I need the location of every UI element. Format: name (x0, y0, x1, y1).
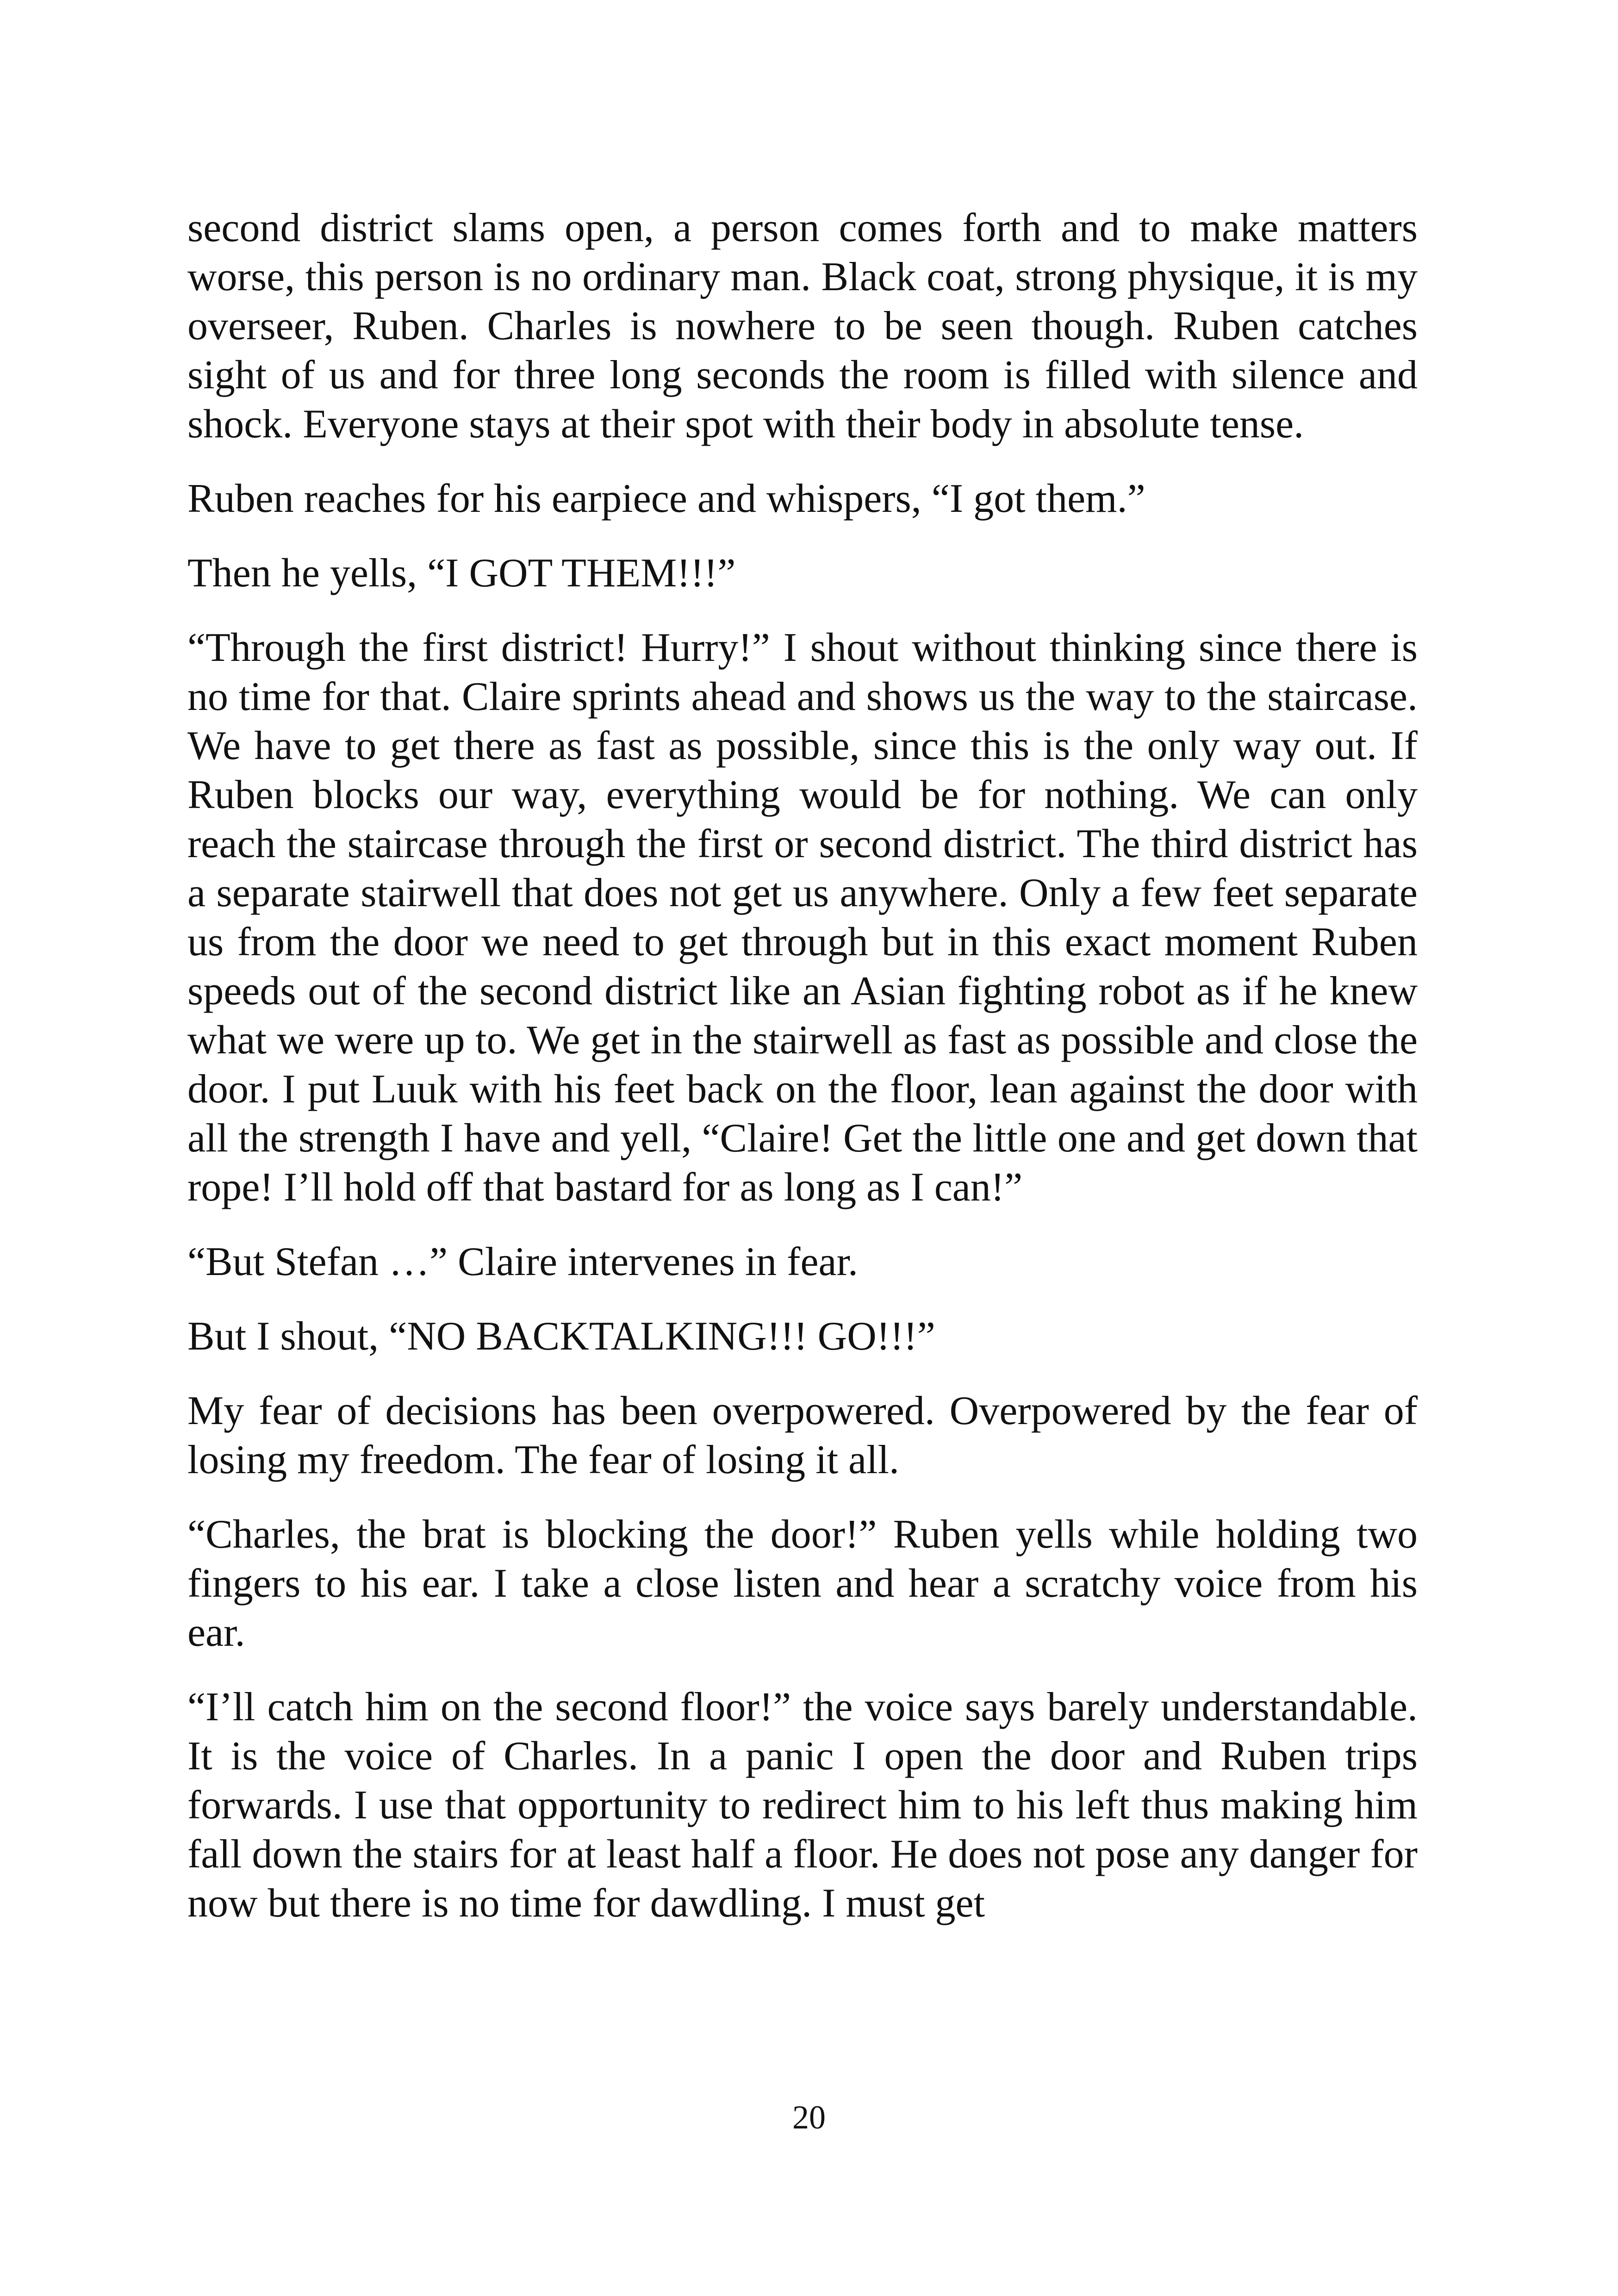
paragraph: But I shout, “NO BACKTALKING!!! GO!!!” (187, 1314, 935, 1359)
paragraph: “Through the first district! Hurry!” I shout without thinking since there is no time for that. Claire sprints ahead and shows us the way to the staircase. We have to get there as fast as possible, since this is the only way out. If Ruben blocks our way, everything would be for nothing. We can only reach the staircase through the first or second district. The third district has a separate stairwell that does not get us anywhere. Only a few feet separate us from the door we need to get through but in this exact moment Ruben speeds out of the second district like an Asian fighting robot as if he knew what we were up to. We get in the stairwell as fast as possible and close the door. I put Luuk with his feet back on the floor, lean against the door with all the strength I have and yell, “Claire! Get the little one and get down that rope! I’ll hold off that bastard for as long as I can!” (187, 625, 1418, 1210)
paragraph: “Charles, the brat is blocking the door!” Ruben yells while holding two fingers to his ear. I take a close listen and hear a scratchy voice from his ear. (187, 1512, 1418, 1655)
page-number: 20 (792, 2099, 826, 2136)
paragraph: Ruben reaches for his earpiece and whispers, “I got them.” (187, 476, 1145, 521)
paragraph: Then he yells, “I GOT THEM!!!” (187, 551, 736, 596)
paragraph: My fear of decisions has been overpowered. Overpowered by the fear of losing my freedom. The fear of losing it all. (187, 1388, 1418, 1482)
paragraph: “But Stefan …” Claire intervenes in fear. (187, 1239, 859, 1284)
paragraph: “I’ll catch him on the second floor!” the voice says barely understandable. It is the voice of Charles. In a panic I open the door and Ruben trips forwards. I use that opportunity to redirect him to his left thus making him fall down the stairs for at least half a floor. He does not pose any danger for now but there is no time for dawdling. I must get (187, 1685, 1418, 1926)
body-text (187, 204, 1418, 1928)
paragraph: second district slams open, a person comes forth and to make matters worse, this person is no ordinary man. Black coat, strong physique, it is my overseer, Ruben. Charles is nowhere to be seen though. Ruben catches sight of us and for three long seconds the room is filled with silence and shock. Everyone stays at their spot with their body in absolute tense. (187, 205, 1418, 447)
